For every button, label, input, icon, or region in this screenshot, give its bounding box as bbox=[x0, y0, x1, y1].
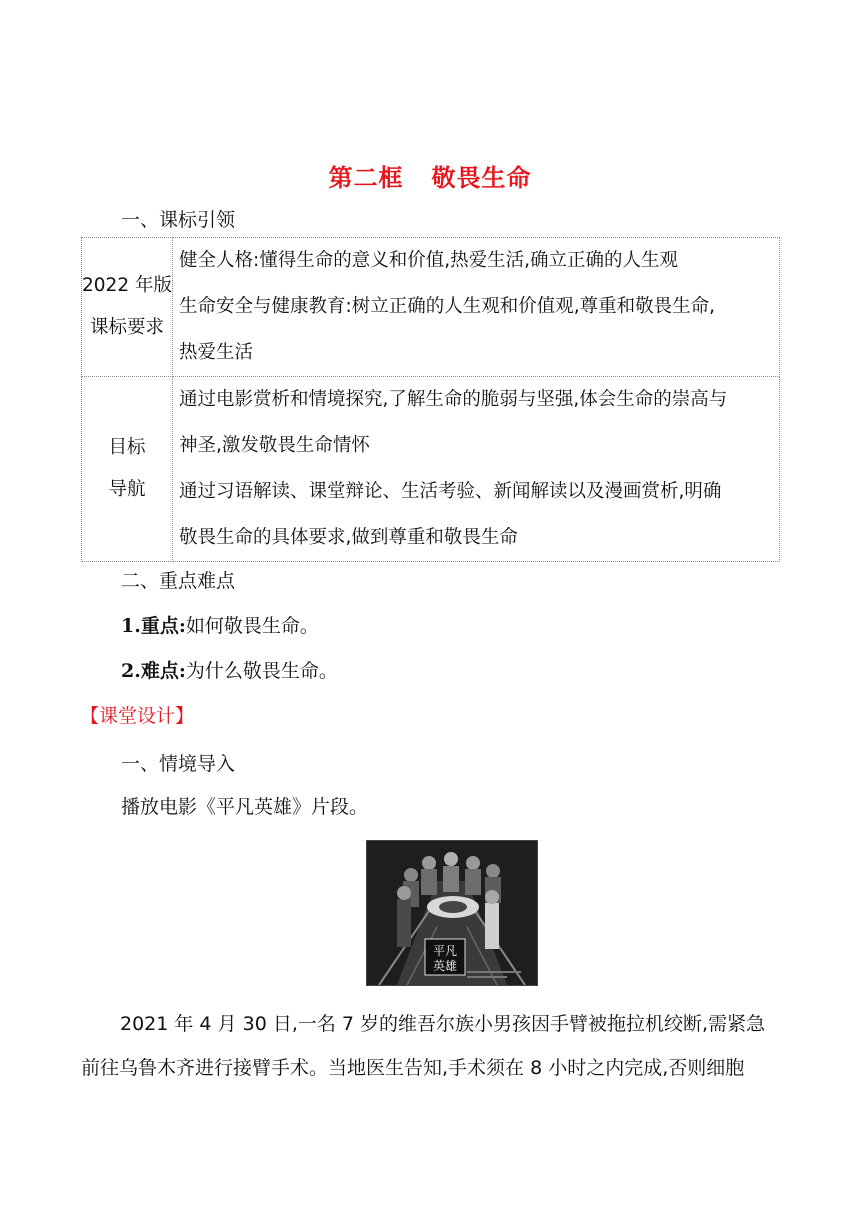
paragraph-line: 2021 年 4 月 30 日,一名 7 岁的维吾尔族小男孩因手臂被拖拉机绞断,需紧急 bbox=[120, 1013, 766, 1035]
classroom-design-label: 【课堂设计】 bbox=[80, 705, 195, 727]
table-row bbox=[82, 238, 780, 377]
poster-title-line1: 平凡 bbox=[432, 944, 458, 958]
poster-illustration bbox=[367, 841, 537, 985]
section-heading-key-points: 二、重点难点 bbox=[121, 570, 236, 592]
content-line: 通过习语解读、课堂辩论、生活考验、新闻解读以及漫画赏析,明确 bbox=[179, 481, 722, 502]
scenario-intro: 播放电影《平凡英雄》片段。 bbox=[121, 796, 369, 818]
content-line: 热爱生活 bbox=[179, 342, 254, 363]
content-line: 生命安全与健康教育:树立正确的人生观和价值观,尊重和敬畏生命, bbox=[179, 296, 715, 317]
content-line: 健全人格:懂得生命的意义和价值,热爱生活,确立正确的人生观 bbox=[179, 250, 678, 271]
key-point-text: 如何敬畏生命。 bbox=[185, 615, 319, 637]
row-content bbox=[173, 238, 780, 377]
key-point-line bbox=[121, 614, 319, 638]
content-line: 通过电影赏析和情境探究,了解生命的脆弱与坚强,体会生命的崇高与 bbox=[179, 389, 728, 410]
row-label-line: 2022 年版 bbox=[82, 275, 172, 296]
row-label-line: 课标要求 bbox=[89, 317, 164, 338]
movie-poster-image bbox=[366, 840, 538, 986]
difficulty-label: 2.难点: bbox=[121, 660, 186, 682]
row-label bbox=[82, 238, 173, 377]
difficulty-line bbox=[121, 659, 338, 683]
row-label bbox=[82, 377, 173, 562]
content-line: 神圣,激发敬畏生命情怀 bbox=[179, 435, 370, 456]
section-heading-standards: 一、课标引领 bbox=[121, 209, 236, 231]
difficulty-text: 为什么敬畏生命。 bbox=[185, 660, 338, 682]
paragraph-line: 前往乌鲁木齐进行接臂手术。当地医生告知,手术须在 8 小时之内完成,否则细胞 bbox=[81, 1057, 745, 1079]
title-part2: 敬畏生命 bbox=[431, 164, 532, 192]
standards-table bbox=[81, 237, 780, 562]
table-row bbox=[82, 377, 780, 562]
title-part1: 第二框 bbox=[328, 164, 404, 192]
poster-title-line2: 英雄 bbox=[432, 959, 458, 973]
row-content bbox=[173, 377, 780, 562]
body-paragraph bbox=[81, 1002, 781, 1090]
page-title bbox=[0, 158, 860, 193]
row-label-line: 目标 bbox=[108, 437, 146, 458]
row-label-line: 导航 bbox=[108, 479, 146, 500]
content-line: 敬畏生命的具体要求,做到尊重和敬畏生命 bbox=[179, 527, 518, 548]
section-heading-scenario: 一、情境导入 bbox=[121, 753, 236, 775]
key-point-label: 1.重点: bbox=[121, 615, 186, 637]
